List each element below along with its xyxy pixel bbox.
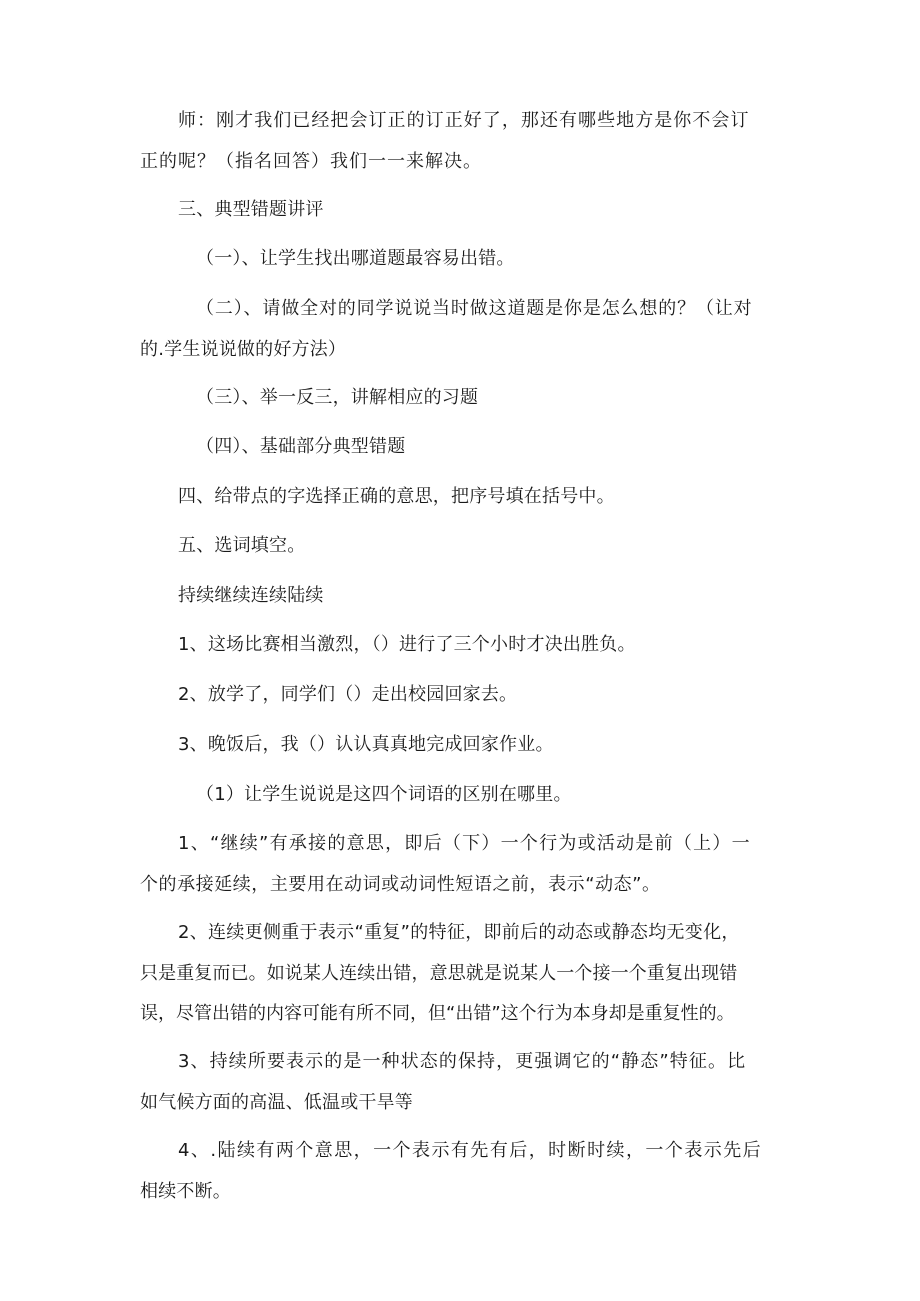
text-line: 如气候方面的高温、低温或干旱等	[140, 1092, 413, 1113]
text-line: 误，尽管出错的内容可能有所不同，但“出错”这个行为本身却是重复性的。	[140, 1003, 735, 1024]
text-line: 只是重复而已。如说某人连续出错，意思就是说某人一个接一个重复出现错	[140, 963, 738, 984]
list-item: （一）、让学生找出哪道题最容易出错。	[196, 248, 515, 269]
exercise-item: 1、这场比赛相当激烈，（）进行了三个小时才决出胜负。	[178, 634, 636, 655]
text-line: 的.学生说说做的好方法）	[140, 339, 347, 360]
list-item: （二）、请做全对的同学说说当时做这道题是你是怎么想的？（让对	[196, 298, 753, 319]
list-item: （1）让学生说说是这四个词语的区别在哪里。	[196, 784, 572, 805]
exercise-item: 3、晚饭后，我（）认认真真地完成回家作业。	[178, 734, 554, 755]
section-heading: 四、给带点的字选择正确的意思，把序号填在括号中。	[178, 486, 615, 507]
word-options: 持续继续连续陆续	[178, 585, 324, 606]
section-heading: 五、选词填空。	[178, 535, 306, 556]
text-line: 1、“继续”有承接的意思，即后（下）一个行为或活动是前（上）一	[178, 833, 751, 854]
exercise-item: 2、放学了，同学们（）走出校园回家去。	[178, 684, 518, 705]
list-item: （三）、举一反三，讲解相应的习题	[196, 387, 479, 408]
text-line: 2、连续更侧重于表示“重复”的特征，即前后的动态或静态均无变化，	[178, 922, 740, 943]
section-heading: 三、典型错题讲评	[178, 199, 324, 220]
text-line: 正的呢？（指名回答）我们一一来解决。	[140, 151, 482, 172]
text-line: 个的承接延续，主要用在动词或动词性短语之前，表示“动态”。	[140, 874, 661, 895]
text-line: 相续不断。	[140, 1181, 231, 1202]
text-line: 4、.陆续有两个意思，一个表示有先有后，时断时续，一个表示先后	[178, 1140, 763, 1161]
text-line: 3、持续所要表示的是一种状态的保持，更强调它的“静态”特征。比	[178, 1051, 747, 1072]
list-item: （四）、基础部分典型错题	[196, 436, 406, 457]
text-line: 师：刚才我们已经把会订正的订正好了，那还有哪些地方是你不会订	[178, 110, 750, 131]
